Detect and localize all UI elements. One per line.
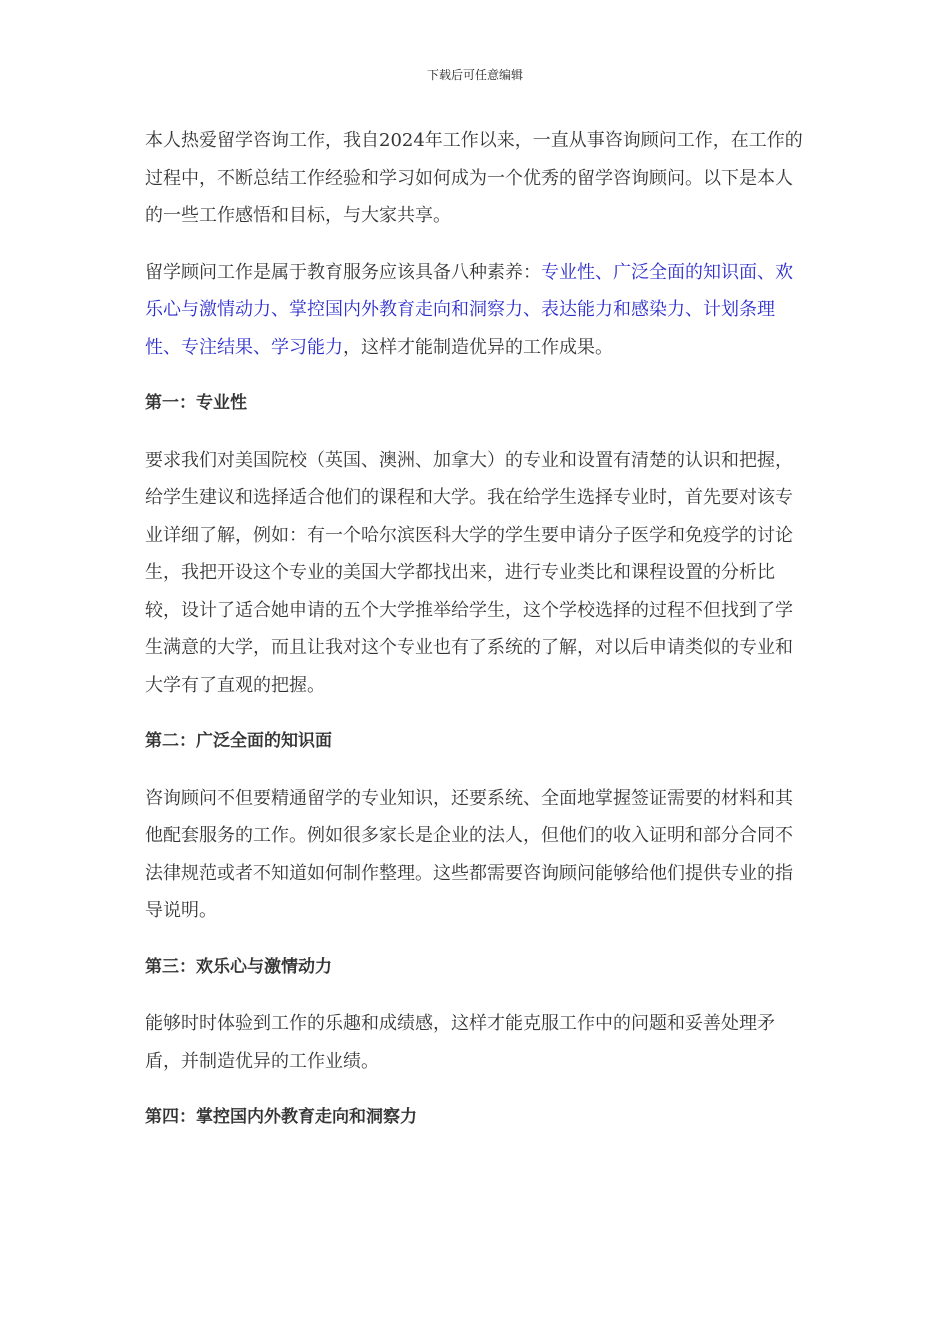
quality-link-knowledge[interactable]: 广泛全面的知识面 (613, 261, 757, 283)
section-heading-3: 第三：欢乐心与激情动力 (145, 956, 332, 977)
intro-paragraph: 本人热爱留学咨询工作，我自2024年工作以来，一直从事咨询顾问工作，在工作的过程中，不断总结工作经验和学习如何成为一个优秀的留学咨询顾问。以下是本人的一些工作感悟和目标，与大家共享。 (145, 130, 803, 226)
section-heading-2: 第二：广泛全面的知识面 (145, 731, 332, 751)
qualities-suffix: ，这样才能制造优异的工作成果。 (343, 336, 613, 358)
page-header: 下载后可任意编辑 (426, 68, 523, 82)
quality-link-results[interactable]: 专注结果 (181, 336, 253, 358)
section-body-1: 要求我们对美国院校（英国、澳洲、加拿大）的专业和设置有清楚的认识和把握，给学生建议和选择适合他们的课程和大学。我在给学生选择专业时，首先要对该专业详细了解，例如：有一个哈尔滨医科大学的学生要申请分子医学和免疫学的讨论生，我把开设这个专业的美国大学都找出来，进行专业类比和课程设置的分析比较，设计了适合她申请的五个大学推举给学生，这个学校选择的过程不但找到了学生满意的大学，而且让我对这个专业也有了系统的了解，对以后申请类似的专业和大学有了直观的把握。 (145, 449, 793, 696)
qualities-prefix: 留学顾问工作是属于教育服务应该具备八种素养： (145, 261, 541, 283)
quality-separator: 、 (163, 336, 181, 358)
quality-link-insight[interactable]: 掌控国内外教育走向和洞察力 (289, 299, 523, 320)
quality-separator: 、 (253, 336, 271, 358)
quality-separator: 、 (685, 299, 703, 320)
qualities-paragraph (145, 254, 807, 367)
quality-separator: 、 (271, 299, 289, 320)
quality-separator: 、 (523, 299, 541, 320)
quality-link-expression[interactable]: 表达能力和感染力 (541, 299, 685, 320)
quality-link-planning[interactable]: 计划条理性 (145, 299, 775, 358)
section-body-2: 咨询顾问不但要精通留学的专业知识，还要系统、全面地掌握签证需要的材料和其他配套服务的工作。例如很多家长是企业的法人，但他们的收入证明和部分合同不法律规范或者不知道如何制作整理。这些都需要咨询顾问能够给他们提供专业的指导说明。 (145, 787, 793, 921)
document-body (145, 122, 807, 1137)
quality-link-passion[interactable]: 欢乐心与激情动力 (145, 261, 793, 320)
quality-separator: 、 (595, 261, 613, 283)
quality-separator: 、 (757, 261, 775, 283)
section-heading-1: 第一：专业性 (145, 393, 247, 413)
section-heading-4: 第四：掌控国内外教育走向和洞察力 (145, 1107, 417, 1127)
quality-link-professional[interactable]: 专业性 (541, 261, 595, 283)
quality-link-learning[interactable]: 学习能力 (271, 336, 343, 358)
section-body-3: 能够时时体验到工作的乐趣和成绩感，这样才能克服工作中的问题和妥善处理矛盾，并制造优异的工作业绩。 (145, 1013, 775, 1072)
